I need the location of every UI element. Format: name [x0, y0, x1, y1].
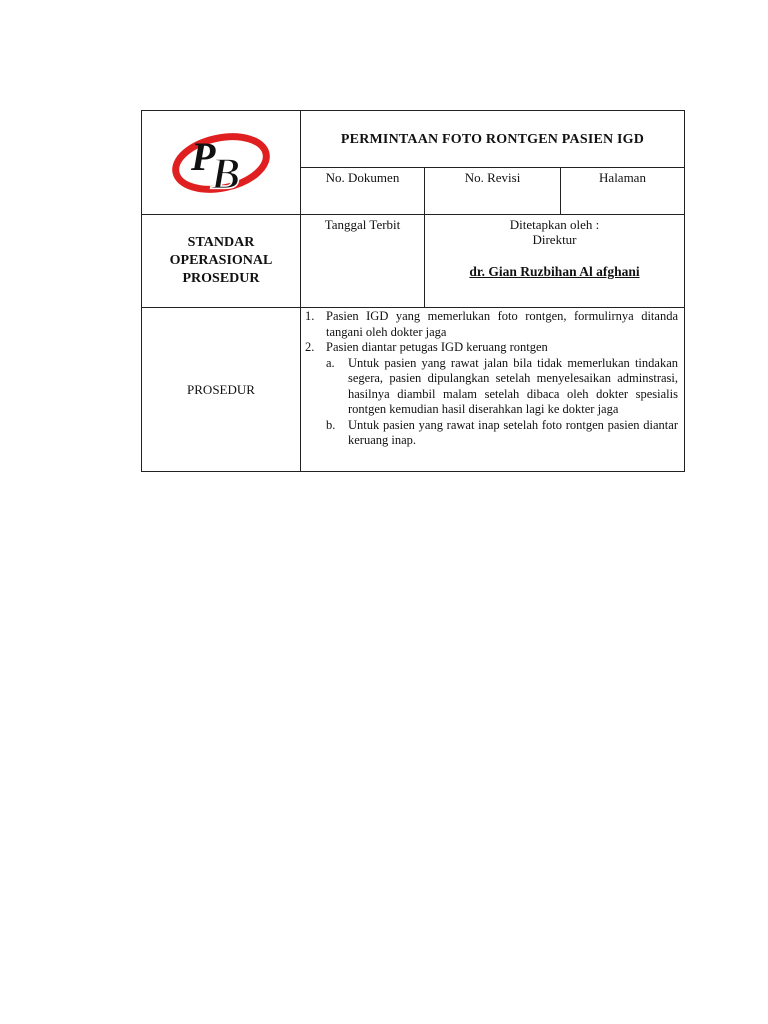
jabatan-text: Direktur — [532, 232, 577, 247]
tanggal-terbit-label: Tanggal Terbit — [301, 215, 425, 308]
step-text: Pasien IGD yang memerlukan foto rontgen, formulirnya ditanda tangani oleh dokter jaga — [326, 309, 678, 339]
procedure-substep — [326, 356, 678, 418]
no-dokumen-label: No. Dokumen — [301, 168, 425, 215]
sop-label-line1: STANDAR — [187, 235, 255, 250]
prosedur-label: PROSEDUR — [142, 308, 301, 472]
logo-letter-b: B — [211, 148, 241, 198]
substep-text: Untuk pasien yang rawat jalan bila tidak memerlukan tindakan segera, pasien dipulangkan setelah menyelesaikan adminstrasi, hasilnya diambil malam setelah dibaca oleh dokter spesialis rontgen kemudian hasil diserahkan lagi ke dokter jaga — [348, 355, 678, 416]
prosedur-body — [301, 308, 685, 472]
ditetapkan-cell — [425, 215, 685, 308]
logo-cell — [142, 111, 301, 215]
logo-letter-p: P — [191, 133, 216, 179]
document-title: PERMINTAAN FOTO RONTGEN PASIEN IGD — [301, 111, 685, 168]
step-number: 1. — [305, 309, 315, 323]
procedure-step — [305, 340, 678, 356]
signer-name: dr. Gian Ruzbihan Al afghani — [469, 264, 640, 279]
pb-logo-icon — [171, 126, 271, 200]
substep-number: a. — [326, 355, 335, 370]
no-revisi-label: No. Revisi — [425, 168, 561, 215]
procedure-step — [305, 309, 678, 340]
ditetapkan-label: Ditetapkan oleh : — [509, 217, 600, 232]
step-text: Pasien diantar petugas IGD keruang rontgen — [326, 340, 548, 354]
sop-label — [142, 215, 301, 308]
substep-number: b. — [326, 417, 336, 432]
sop-document-table — [141, 110, 685, 472]
jabatan-label — [425, 232, 684, 247]
step-number: 2. — [305, 340, 315, 354]
sop-label-line3: PROSEDUR — [182, 271, 260, 286]
substep-text: Untuk pasien yang rawat inap setelah foto rontgen pasien diantar keruang inap. — [348, 417, 678, 447]
halaman-label: Halaman — [561, 168, 685, 215]
substep-list — [305, 356, 678, 449]
sop-label-line2: OPERASIONAL — [169, 253, 273, 268]
procedure-substep — [326, 418, 678, 449]
